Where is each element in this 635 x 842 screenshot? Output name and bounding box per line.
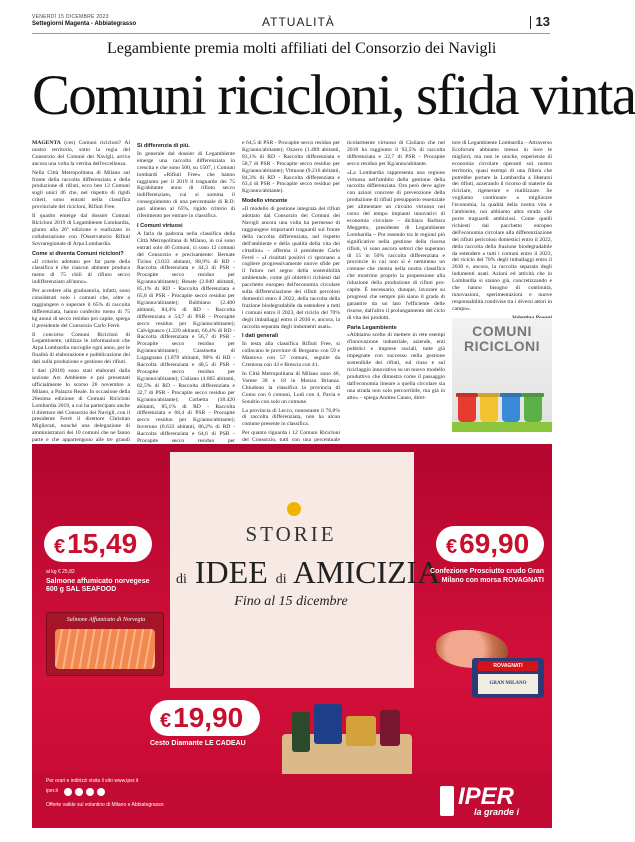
youtube-icon[interactable]: [86, 788, 94, 796]
paragraph: tore di Legambiente Lombardia – Attraverso Ecoforum abbiamo messo in luce le migliori, ma non le uniche, esperienze di economia circolare operanti sul nostro territorio, quasi esempi di una filiera che potrebbe portare la Lombardia a liberarsi dei rifiuti, azzerando il ricorso di materie da riciclare, rigenerare e riutilizzare. Se vogliamo continuare a migliorare l'economia, la qualità della nostra vita e l'ambiente, noi abbiamo altra strada che porre traguardi ambiziosi. Come quelli richiesti dal pacchetto europeo dell'economia circolare alla differenziazione dei rifiuti pericolosi domestici entro il 2022, della raccolta della frazione biodegradabile da estendere a tutti i comuni entro il 2023, del riciclo del 70% degli imballaggi entro il 2030 e, ancora, la raccolta separata degli indumenti usati. Azioni ed attività che in Lombardia si stanno già, concretizzando e che hanno bisogno di continuità, innovazioni, sperimentazioni e nuove responsabilità condivise tra i diversi attori in campo».: [452, 140, 552, 312]
product-desc-prosciutto: Confezione Prosciutto crudo Gran Milano con morsa ROVAGNATI: [430, 568, 544, 584]
ad-validity: Fino al 15 dicembre: [234, 594, 348, 609]
paragraph: In Città Metropolitana di Milano sono 46, Varese 38 e 18 in Monza Brianza. Chiudono la classifica la provincia di Como con 6 comuni, Lodi con 4, Pavia e Sondrio con solo un comune.: [242, 371, 340, 405]
subheading: Modello vincente: [242, 198, 288, 205]
paragraph: In testa alla classifica Rifiuti Free, si collocano le province di Bergamo con 59 e Mantova con 57 comuni, seguite da Cremona con 43 e Brescia con 41.: [242, 341, 340, 369]
article-column-2: [137, 140, 235, 445]
yellow-bin-icon: [480, 396, 498, 422]
page-header: [32, 12, 550, 34]
product-desc-salmon: al kg € 25,82 Salmone affumicato norvegese 600 g SAL SEAFOOD: [46, 569, 150, 593]
subheading: Parla Legambiente: [347, 324, 397, 331]
paragraph: MAGENTA (ces) Comuni ricicloni? Al nostro territorio, sotto la regia del Consorzio dei Comuni dei Navigli, arriva ancora una volta la vetrina dell'eccellenza.: [32, 140, 130, 167]
subheading: Si differenzia di più.: [137, 143, 190, 149]
price-tag-basket: €19,90: [150, 700, 260, 736]
article-headline: Comuni ricicloni, sfida vinta: [32, 64, 635, 127]
page-number: 13: [535, 14, 550, 29]
iper-logo: [440, 784, 544, 820]
rovagnati-logo: ROVAGNATI: [478, 661, 538, 671]
article-column-1: [32, 140, 131, 444]
salmon-slices-icon: [55, 629, 155, 669]
paragraph: «Abbiamo scelto di mettere in rete esempi d'innovazione industriale, aziende, enti pubblici e imprese sociali, tutte già impegnate con successo nella gestione sostenibile dei rifiuti, sul riuso e sul riciclaggio innovativo su un nuovo modello produttivo che dimostra come il passaggio dall'economia lineare a quella circolare sia una strada non solo percorribile, ma già in atto» – spiega Andrea Causo, diret-: [347, 332, 445, 401]
box-icon: [314, 704, 342, 744]
paragraph: In generale dal dossier di Legambiente emerge una raccolta differenziata in crescita e che sono 500, su 1507, i Comuni lombardi «Rifiuti Free» che hanno raggiunto per il 2019 il traguardo dei 75 Kg/abitante anno di rifiuto secco indifferenziato, cui si somma il conseguimento di una percentuale di R.D. pari almeno al 65%, rigido criterio di riferimento per entrare in classifica.: [137, 150, 235, 220]
paragraph: Per quanto riguarda i 12 Comuni Ricicloni del Consorzio, tutti con una percentuale: [242, 430, 340, 444]
article-column-3: [242, 140, 340, 444]
gran-milano-label: GRAN MILANO: [478, 674, 538, 694]
paragraph: Nella Città Metropolitana di Milano sul fronte della raccolta differenziata e della produzione di rifiuti, ecco ben 12 Comuni sugli unici 46 che, nel rispetto di rigidi criteri, sono entrati nella classifica provinciale dei ricicloni, Rifiuti Free.: [32, 169, 130, 211]
wine-icon: [380, 710, 400, 746]
article-kicker: Legambiente premia molti affiliati del Consorzio dei Navigli: [107, 40, 497, 57]
green-bin-icon: [524, 396, 542, 422]
paragraph: Il concorso Comuni Ricicloni di Legambiente, utilizza le informazioni che Arpa Lombardia raccoglie ogni anno, per le finalità di elaborazione e pubblicazione dei dati sulla produzione e gestione dei rifiuti.: [32, 331, 131, 366]
bottle-icon: [292, 712, 310, 752]
paragraph: Il quadro emerge dal dossier Comuni Ricicloni 2019 di Legambiente Lombardia, giunto alla 26ª edizione e realizzato in collaborazione con l'Osservatorio Rifiuti Sovraregionale di Arpa Lombardia.: [32, 213, 130, 247]
panettone-icon: [346, 716, 376, 746]
paragraph: «La Lombardia rappresenta una regione virtuosa nell'ambito della gestione della raccolta differenziata. Ora però deve agire con azioni concrete di prevenzione della produzione di rifiuti presupposto essenziale per alimentare un circuito virtuoso nel corso del tempo impiantì innovativi di economia circolare – dichiara Barbara Meggetto, presidente di Legambiente Lombardia – Pur essendo tra le regioni più significative nella gestione della risorsa rifiuti, vi sono ancora settori che superano di 15 in 50% raccolta differenziata e provincie in cui non si è nemmeno un comune che rientra nella nostra classifica che mostrino proprio la propensione alla riduzione della produzione di rifiuti pro-capite. È necessario, dunque, lavorare su progressi che sempre più siano il grado di garantire da un lato l'efficiente delle risorse, dall'altro il prolungamento del ciclo di vita dei prodotti.: [347, 169, 445, 321]
sun-icon: [287, 502, 301, 516]
ad-footer-validity: Offerte valide sul volantino di Milano e Abbiategrasso: [46, 802, 164, 808]
price-tag-prosciutto: €69,90: [436, 526, 544, 562]
red-bin-icon: [458, 396, 476, 422]
ad-title-stories: STORIE: [245, 522, 337, 546]
instagram-icon[interactable]: [75, 788, 83, 796]
subheading: I dati generali: [242, 333, 279, 340]
gran-milano-box: [472, 658, 544, 698]
paragraph: ticolarmente virtuoso di Cisliano che nel 2018 ha raggiunto il 92,5% di raccolta differenziata e 32,7 di PSR - Procapite secco residuo per Kg/anno/abitante.: [347, 140, 445, 167]
image-title: COMUNI RICICLONI: [463, 323, 541, 354]
iper-tagline: la grande i: [474, 807, 520, 817]
product-desc-basket: Cesto Diamante LE CADEAU: [150, 740, 246, 747]
ad-title-ideas-friendship: di IDEE di AMICIZIA: [176, 554, 441, 590]
tiktok-icon[interactable]: [97, 788, 105, 796]
paragraph: «Il modello di gestione integrata dei rifiuti adottato dal Consorzio dei Comuni dei Navigli ancora una volta ha permesso di raggiungere importanti traguardi sul fronte della raccolta differenziata, nel rispetto dell'ambiente e della qualità della vita dei cittadini» – afferma il presidente Carlo Ferrè – «I risultati positivi ci spronano a cogliere progressivamente nuove sfide per il futuro nel segno della sostenibilità ambientale, come gli obiettivi richiesti dal pacchetto europeo dell'economia circolare sulla differenziazione dei rifiuti percolosi domestici entro il 2022, della raccolta della frazione biodegradabile da estendere a tutti i comuni entro il 2023, del riciclo del 70% degli imballaggi entro il 2030 e, ancora, la raccolta separata degli indumenti usati».: [242, 206, 340, 330]
salmon-product-image: [46, 612, 164, 676]
paragraph: «Il criterio adottato per far parte della classifica è che ciascun abitante produca meno di 75 chili di rifiuto secco indifferenziato all'anno».: [32, 258, 130, 286]
iper-advertisement: [32, 444, 552, 828]
facebook-icon[interactable]: [64, 788, 72, 796]
article-column-4: [347, 140, 445, 432]
salmon-package-label: Salmone Affumicato di Norvegia: [66, 617, 146, 623]
paragraph: Per accedere alla graduatoria, infatti, sono considerati solo i comuni che, oltre a raggiungere o superare il 65% di raccolta differenziata, hanno conferito meno di 75 kg annui di secco residuo pro capite, spiega il presidente del Consorzio Carlo Ferrè.: [32, 288, 130, 329]
paragraph: I dati (2018) sono stati elaborati dalla sezione Ars Ambiente e poi presentati ufficialmente lo scorso 26 novembre a Milano, a Palazzo Reale. In occasione della 26esima edizione di Comuni Ricicloni Lombardia 2019, a cui ha partecipato anche il direttore del Consorzio dei Navigli, con il presidente Ferrè il direttore Christian Migliorati, nonché una delegazione di amministratori dei 10 comuni che ne fanno parte e che appartengono alle tre grandi: [32, 368, 131, 444]
section-name: ATTUALITÀ: [262, 15, 335, 29]
social-icons: [46, 788, 105, 796]
grass-decoration: [452, 422, 552, 432]
ad-footer-info: Per orari e indirizzi visita il sito www.iper.it: [46, 778, 139, 784]
blue-bin-icon: [502, 396, 520, 422]
subheading: I Comuni virtuosi: [137, 222, 183, 229]
issue-date: VENERDÌ 15 DICEMBRE 2023: [32, 14, 109, 20]
iper-wordmark: IPER: [458, 783, 515, 810]
paragraph: La provincia di Lecco, nonostante il 76,8% di raccolta differenziata, non ha alcun comune presente in classifica.: [242, 407, 340, 428]
price-tag-salmon: €15,49: [44, 526, 152, 562]
subheading: Come si diventa Comuni ricicloni?: [32, 250, 124, 257]
iper-i-mark: [440, 786, 454, 816]
publication-name: Settegiorni Magenta - Abbiategrasso: [32, 21, 137, 27]
paragraph: A farla da padrona nella classifica della Città Metropolitana di Milano, in cui sono entrati solo 46 Comuni, ci sono 12 comuni del Consorzio e precisamente: Bernate Ticino (3.033 abitanti, 88,9% di RD - Raccolta differenziata e 44,3 di PSR - Procapite secco residuo per Kg/anno/abitante); Besate (2.040 abitanti, 85,1% di RD - Raccolta differenziata e 65,8 di PSR - Procapite secco residuo per Kg/anno/abitante); Bubbiano (2.400 abitanti, 84,4% di RD - Raccolta differenziata e 54,7 di PSR - Procapite secco residuo per Kg/anno/abitante); Calvignasco (1.220 abitanti, 66,4% di RD - Raccolta differenziata e 56,7 di PSR - Procapite secco residuo per Kg/anno/abitante); Cassinetta di Lugagnano (1.870 abitanti, 90% di RD - Raccolta differenziata e 48,5 di PSR - Procapite secco residuo per Kg/anno/abitante); Cisliano (4.865 abitanti, 82,5% di RD - Raccolta differenziata e 32,7 di PSR - Procapite secco residuo per Kg/anno/abitante); Corbetta (18.420 abitanti, 85,1% di RD - Raccolta differenziata e 68,4 di PSR - Procapite secco residuo per Kg/anno/abitante); Inveruno (8.633 abitanti, 86,2% di RD - Raccolta differenziata e 64,6 di PSR - Procapite secco residuo per: [137, 230, 235, 445]
paragraph: e 64,5 di PSR - Procapite secco residuo per Kg/anno/abitante); Ozzero (1.489 abitanti, 83,1% di RD - Raccolta differenziata e 58,7 di PSR - Procapite secco residuo per Kg/anno/abitante); Vittuone (9.216 abitanti, 84,3% di RD - Raccolta differenziata e 63,4 di PSR - Procapite secco residuo per Kg/anno/abitante).: [242, 140, 340, 195]
site-link[interactable]: iper.it: [46, 788, 58, 794]
recycling-bins-image: [452, 318, 552, 432]
